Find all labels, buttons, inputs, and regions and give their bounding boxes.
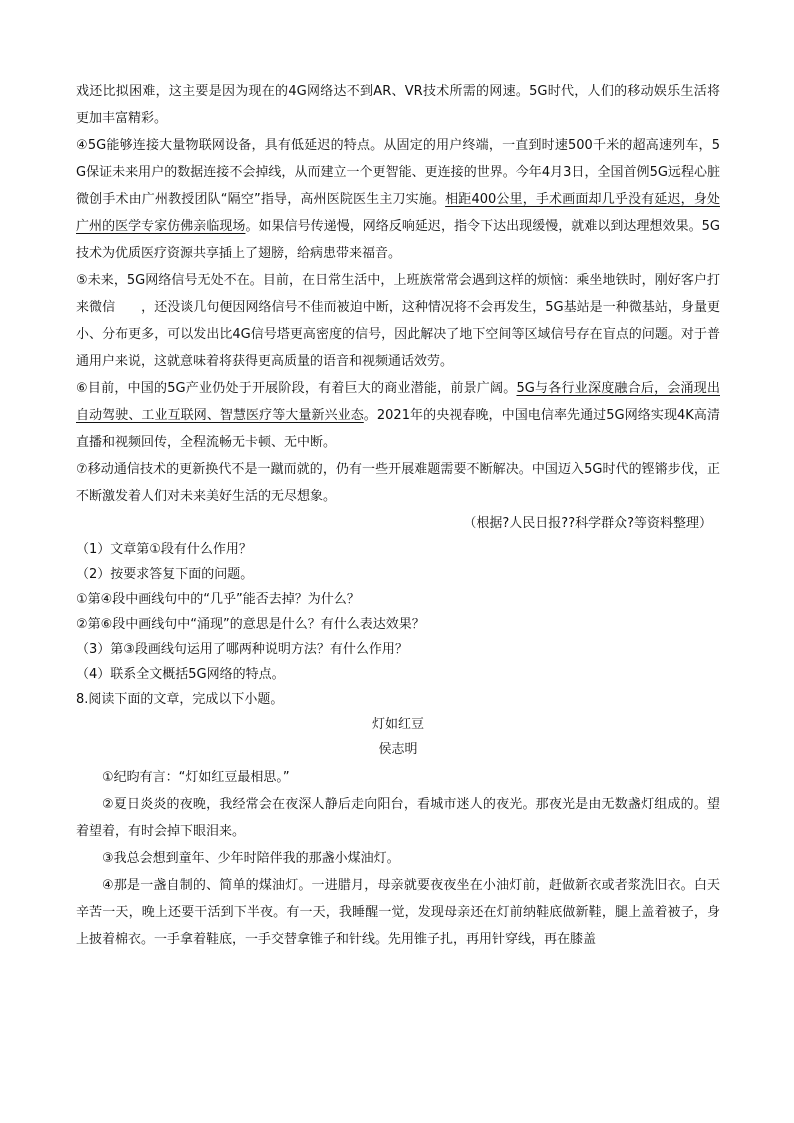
article-author: 侯志明 <box>378 742 418 757</box>
passage-paragraph-7: ⑦移动通信技术的更新换代不是一蹴而就的，仍有一些开展难题需要不断解决。中国迈入5G时代的铿锵步伐，正不断激发着人们对未来美好生活的无尽想象。 <box>76 462 720 504</box>
article-paragraph-4: ④那是一盏自制的、简单的煤油灯。一进腊月，母亲就要夜夜坐在小油灯前，赶做新衣或者浆洗旧衣。白天辛苦一天，晚上还要干活到下半夜。有一天，我睡醒一觉，发现母亲还在灯前纳鞋底做新鞋，腿上盖着被子，身上披着棉衣。一手拿着鞋底，一手交替拿锥子和针线。先用锥子扎，再用针穿线，再在膝盖 <box>76 878 720 947</box>
article-paragraph-3: ③我总会想到童年、少年时陪伴我的那盏小煤油灯。 <box>102 851 400 866</box>
p6-text-a: ⑥目前，中国的5G产业仍处于开展阶段，有着巨大的商业潜能，前景广阔。 <box>76 381 517 396</box>
source-note: （根据?人民日报??科学群众?等资料整理） <box>463 516 712 531</box>
question-2-sub-2: ②第⑥段中画线句中“涌现”的意思是什么？有什么表达效果？ <box>76 617 425 632</box>
passage-paragraph-5: ⑤未来，5G网络信号无处不在。目前，在日常生活中，上班族常常会遇到这样的烦恼：乘坐地铁时，刚好客户打来微信 ，还没谈几句便因网络信号不佳而被迫中断，这种情况将不会再发生，5G基站是一种微基站，身量更小、分布更多，可以发出比4G信号塔更高密度的信号，因此解决了地下空间等区域信号存在盲点的问题。对于普通用户来说，这就意味着将获得更高质量的语音和视频通话效劳。 <box>76 273 720 369</box>
p6-text-b: 。2021年的央视春晚，中国电信率先通过5G网络实现4K高清直播和视频回传，全程流畅无卡顿、无中断。 <box>76 408 720 450</box>
article-paragraph-1: ①纪昀有言：“灯如红豆最相思。” <box>102 770 290 785</box>
passage-paragraph-4 <box>76 132 720 267</box>
passage-paragraph-6 <box>76 375 720 456</box>
p4-text-b: 。如果信号传递慢，网络反响延迟，指令下达出现缓慢，就难以到达理想效果。5G技术为优质医疗资源共享插上了翅膀，给病患带来福音。 <box>76 219 720 261</box>
question-2: （2）按要求答复下面的问题。 <box>76 567 254 582</box>
p6-underlined-sentence: 5G与各行业深度融合后，会涌现出自动驾驶、工业互联网、智慧医疗等大量新兴业态 <box>76 381 720 423</box>
question-1: （1）文章第①段有什么作用？ <box>76 542 252 557</box>
question-3: （3）第③段画线句运用了哪两种说明方法？有什么作用？ <box>76 642 408 657</box>
question-2-sub-1: ①第④段中画线句中的“几乎”能否去掉？为什么？ <box>76 592 360 607</box>
question-4: （4）联系全文概括5G网络的特点。 <box>76 667 285 682</box>
document-page <box>76 78 720 953</box>
question-8-prompt: 8.阅读下面的文章，完成以下小题。 <box>76 692 284 707</box>
passage-paragraph-continued: 戏还比拟困难，这主要是因为现在的4G网络达不到AR、VR技术所需的网速。5G时代，人们的移动娱乐生活将更加丰富精彩。 <box>76 84 720 126</box>
article-title: 灯如红豆 <box>371 717 424 732</box>
p4-underlined-sentence: 相距400公里，手术画面却几乎没有延迟，身处广州的医学专家仿佛亲临现场 <box>76 192 720 234</box>
article-paragraph-2: ②夏日炎炎的夜晚，我经常会在夜深人静后走向阳台，看城市迷人的夜光。那夜光是由无数盏灯组成的。望着望着，有时会掉下眼泪来。 <box>76 797 720 839</box>
p4-text-a: ④5G能够连接大量物联网设备，具有低延迟的特点。从固定的用户终端，一直到时速500千米的超高速列车，5G保证未来用户的数据连接不会掉线，从而建立一个更智能、更连接的世界。今年4月3日，全国首例5G远程心脏微创手术由广州教授团队“隔空”指导，高州医院医生主刀实施。 <box>76 138 720 207</box>
